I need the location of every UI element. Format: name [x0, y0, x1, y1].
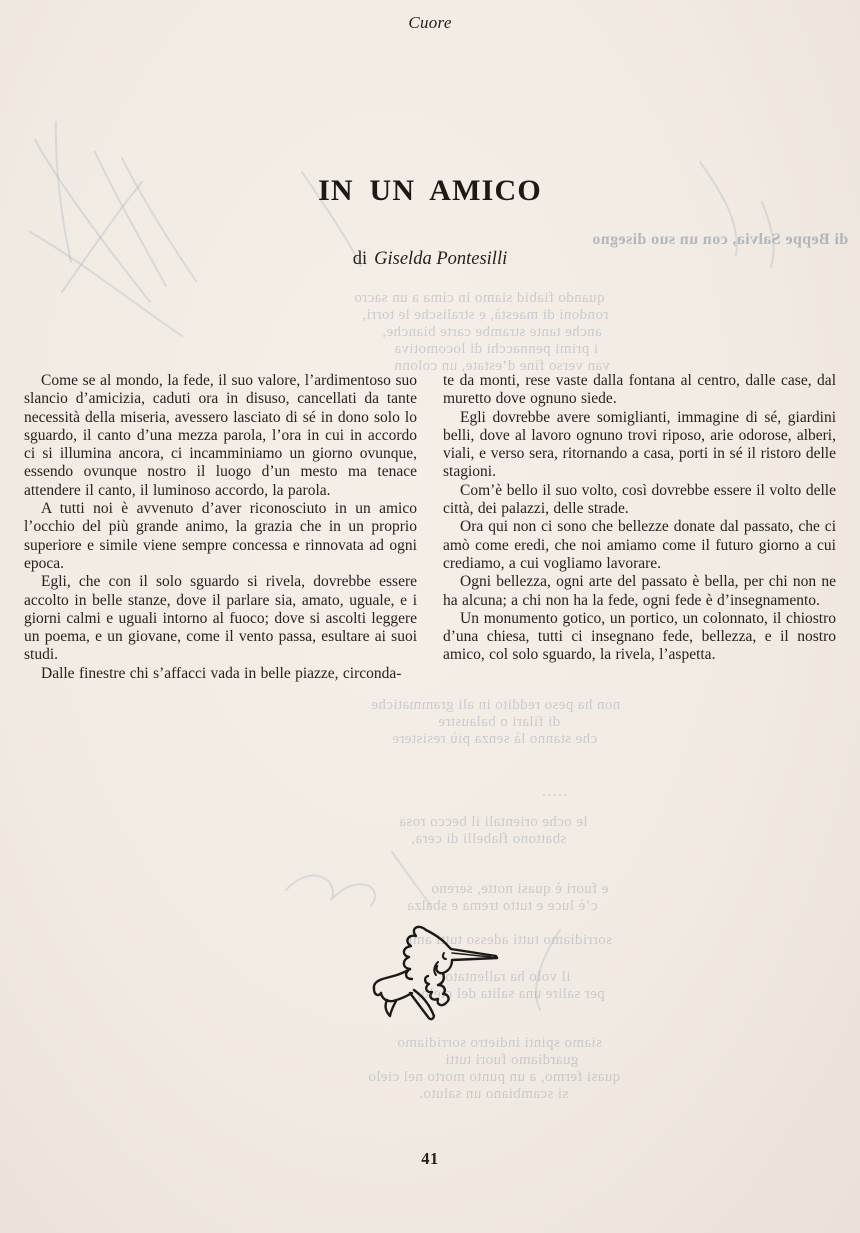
ghost-text-line: guardiamo fuori tutti — [444, 1052, 578, 1068]
byline — [0, 249, 860, 270]
ghost-text-line: anche tante strambe carte bianche, — [382, 324, 602, 340]
paragraph: Ora qui non ci sono che bellezze donate dal passato, che ci amò come eredi, che noi amiamo come il futuro giorno a cui crediamo, a cui vogliamo lavorare. — [443, 518, 836, 572]
paragraph: A tutti noi è avvenuto d’aver riconosciuto in un amico l’occhio del più grande animo, la grazia che in un proprio superiore e simile viene sempre concessa e rinnovata ad ogni epoca. — [24, 500, 417, 572]
page-number: 41 — [421, 1149, 439, 1168]
ghost-text-line: siamo spinti indietro sorridiamo — [397, 1035, 602, 1051]
ghost-text-line: quando fiabid siamo in cima a un sacro — [354, 290, 605, 306]
unicorn-drawing — [366, 921, 506, 1027]
ghost-text-line: si scambiano un saluto. — [418, 1086, 568, 1102]
ghost-text-line: rondoni di maestà, e stralische le torri, — [361, 307, 608, 323]
ghost-text-line: sbattono flabelli di cera, — [410, 831, 566, 847]
right-column — [443, 372, 836, 683]
byline-prefix: di — [352, 249, 368, 269]
ghost-text-line: non ha peso reddito in ali grammatiche — [370, 697, 620, 713]
article-title: IN UN AMICO — [318, 174, 542, 207]
ghost-text-line: c’è luce e tutto trema e sbalza — [407, 898, 598, 914]
ghost-text-line: per salire una salita del cielo, — [417, 986, 605, 1002]
paragraph: Ogni bellezza, ogni arte del passato è bella, per chi non ne ha alcuna; a chi non ha la fede, ogni fede è d’insegnamento. — [443, 573, 836, 609]
paragraph: Un monumento gotico, un portico, un colonnato, il chiostro d’una chiesa, tutti ci insegnano fede, bellezza, e il nostro amico, col solo sguardo, la rivela, l’aspetta. — [443, 609, 836, 664]
ghost-text-line: il volo ha rallentato — [444, 969, 570, 985]
ghost-text-line: di filari o balaustre — [437, 714, 560, 730]
paragraph: te da monti, rese vaste dalla fontana al centro, dalle case, dal muretto dove ognuno siede. — [443, 372, 836, 408]
paragraph: Egli dovrebbe avere somiglianti, immagine di sé, giardini belli, dove al lavoro ognuno trovi riposo, arie odorose, alberi, viali, e verso sera, ritornando a casa, porti in sé il ristoro delle stagioni. — [443, 408, 836, 481]
byline-author: Giselda Pontesilli — [374, 249, 508, 269]
ghost-text-line: le oche orientali il becco rosa — [399, 814, 588, 830]
ghost-text-line: ····· — [541, 788, 568, 804]
article-body — [24, 372, 836, 683]
ghost-text-line: che stanno là senza più resistere — [391, 731, 597, 747]
ghost-text-line: e fuori è quasi notte, sereno — [430, 881, 608, 897]
paragraph: Come se al mondo, la fede, il suo valore, l’ardimentoso suo slancio d’amicizia, caduti ora in disuso, cancellati da tante necessità della miseria, avessero lasciato di sé in dono solo lo sguardo, il canto d’una mezza parola, l’ora in cui in accordo ci si illumina ancora, ci incamminiamo un giorno ovunque, essendo ovunque nostro il luogo d’un mesto ma tenace attendere il canto, il luminoso accordo, la parola. — [24, 372, 417, 499]
ghost-text-line: di Beppe Salvia, con un suo disegno — [591, 231, 848, 248]
paragraph: Dalle finestre chi s’affacci vada in belle piazze, circonda- — [41, 664, 402, 682]
paragraph: Egli, che con il solo sguardo si rivela, dovrebbe essere accolto in belle stanze, dove il parlare sia, amato, uguale, e i giorni calmi e uguali intorno al fuoco; dove si ascolti leggere un poema, e un giovane, come il vento passa, esultare ai suoi studi. — [24, 573, 417, 664]
left-column — [24, 372, 417, 683]
paragraph: Com’è bello il suo volto, così dovrebbe essere il volto delle città, dei palazzi, delle strade. — [443, 481, 836, 518]
ghost-text-line: quasi fermo, a un punto morto nel cielo — [367, 1069, 620, 1085]
ghost-text-line: sorridiamo tutti adesso tutti ami — [407, 932, 612, 948]
running-header: Cuore — [408, 13, 452, 32]
ghost-text-line: i primi pennacchi di locomotiva — [393, 341, 598, 357]
ghost-text-line: van verso fine d’estate, un colonn — [393, 358, 610, 374]
